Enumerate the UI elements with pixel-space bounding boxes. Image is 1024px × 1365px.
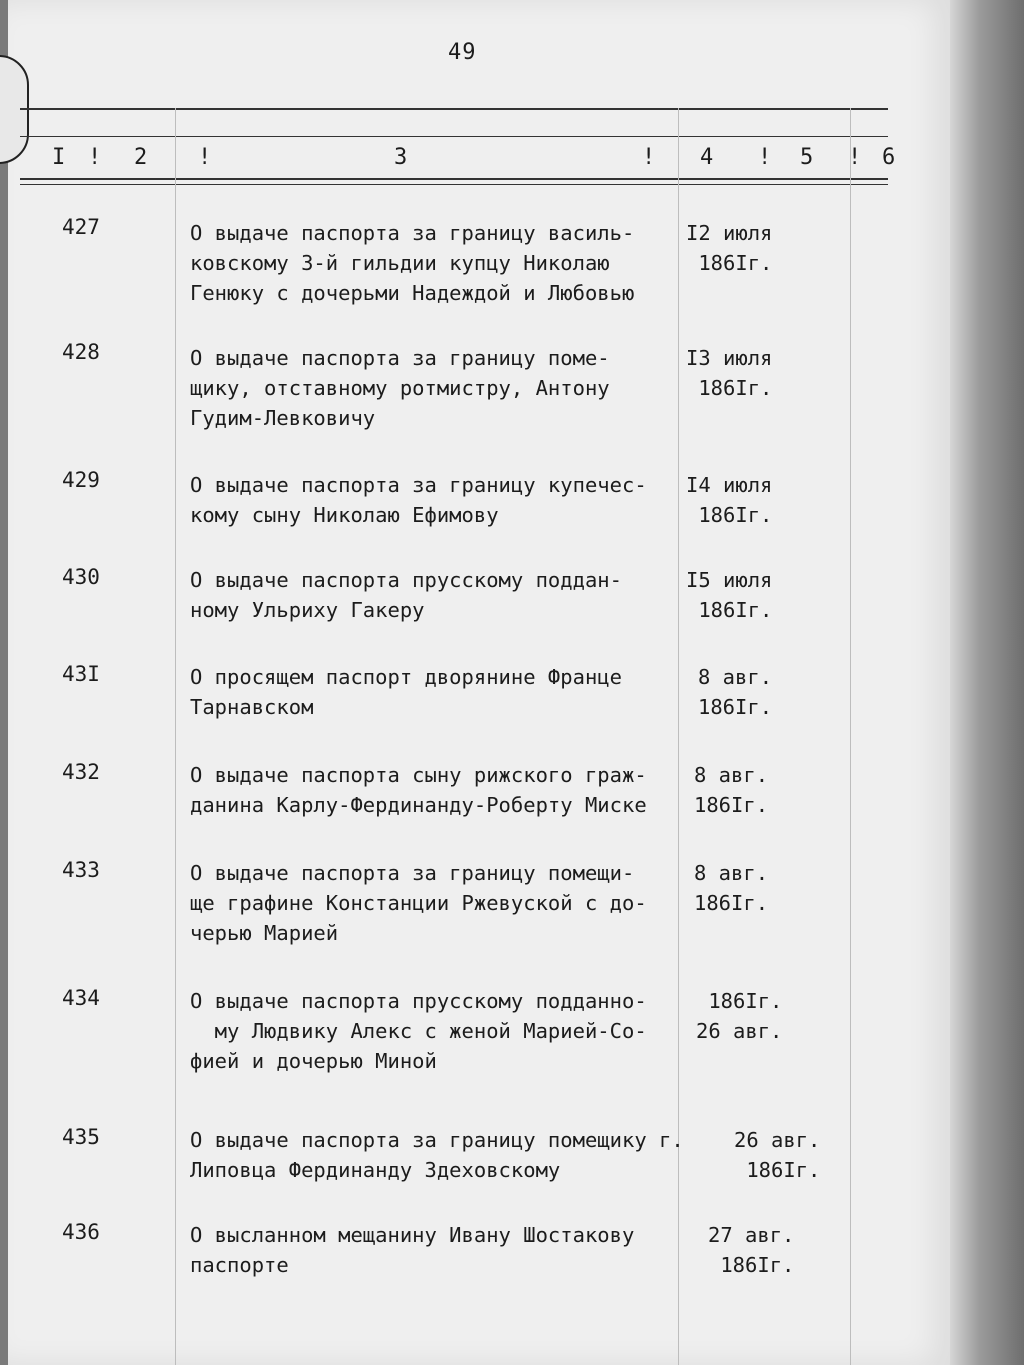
column-separator: ! — [198, 145, 212, 170]
entry-number: 428 — [62, 340, 100, 364]
entry-date: 8 авг. 186Iг. — [694, 861, 769, 915]
entry-description: О выдаче паспорта за границу василь- ковскому 3-й гильдии купцу Николаю Генюку с дочерьми Надеждой и Любовью — [190, 221, 635, 305]
entry-number: 429 — [62, 468, 100, 492]
column-separator: ! — [642, 145, 656, 170]
column-header-1: I — [52, 145, 66, 170]
column-header-2: 2 — [134, 145, 148, 170]
header-rule-bottom-thin — [20, 184, 888, 185]
entry-number: 43I — [62, 662, 100, 686]
entry-description: О выдаче паспорта за границу помещи- ще графине Констанции Ржевуской с до- черью Марией — [190, 861, 647, 945]
entry-date: I4 июля 186Iг. — [686, 473, 773, 527]
header-rule-top — [20, 108, 888, 110]
column-divider — [850, 108, 851, 1365]
entry-number: 430 — [62, 565, 100, 589]
page-number: 49 — [448, 40, 477, 65]
entry-number: 427 — [62, 215, 100, 239]
entry-description: О высланном мещанину Ивану Шостакову паспорте — [190, 1223, 635, 1277]
entry-date: I5 июля 186Iг. — [686, 568, 773, 622]
entry-description: О выдаче паспорта за границу купечес- кому сыну Николаю Ефимову — [190, 473, 647, 527]
column-separator: ! — [88, 145, 102, 170]
header-rule-mid — [20, 136, 888, 137]
page-edge — [950, 0, 1024, 1365]
entry-description: О просящем паспорт дворянине Франце Тарнавском — [190, 665, 622, 719]
column-header-6: 6 — [882, 145, 896, 170]
entry-date: 26 авг. 186Iг. — [734, 1128, 821, 1182]
entry-description: О выдаче паспорта за границу поме- щику, отставному ротмистру, Антону Гудим-Левковичу — [190, 346, 610, 430]
column-header-5: 5 — [800, 145, 814, 170]
entry-description: О выдаче паспорта прусскому поддан- ному Ульриху Гакеру — [190, 568, 622, 622]
column-header-4: 4 — [700, 145, 714, 170]
entry-date: I2 июля 186Iг. — [686, 221, 773, 275]
entry-number: 433 — [62, 858, 100, 882]
entry-date: 8 авг. 186Iг. — [698, 665, 773, 719]
entry-number: 435 — [62, 1125, 100, 1149]
entry-number: 434 — [62, 986, 100, 1010]
entry-date: 186Iг. 26 авг. — [696, 989, 783, 1043]
entry-description: О выдаче паспорта прусскому подданно- му Людвику Алекс с женой Марией-Со- фией и дочерью Миной — [190, 989, 647, 1073]
entry-date: 27 авг. 186Iг. — [708, 1223, 795, 1277]
entry-date: 8 авг. 186Iг. — [694, 763, 769, 817]
column-separator: ! — [848, 145, 862, 170]
entry-date: I3 июля 186Iг. — [686, 346, 773, 400]
column-separator: ! — [758, 145, 772, 170]
header-rule-bottom — [20, 178, 888, 180]
column-header-3: 3 — [394, 145, 408, 170]
entry-number: 436 — [62, 1220, 100, 1244]
entry-description: О выдаче паспорта за границу помещику г. Липовца Фердинанду Здеховскому — [190, 1128, 684, 1182]
column-divider — [175, 108, 176, 1365]
entry-number: 432 — [62, 760, 100, 784]
entry-description: О выдаче паспорта сыну рижского граж- данина Карлу-Фердинанду-Роберту Миске — [190, 763, 647, 817]
